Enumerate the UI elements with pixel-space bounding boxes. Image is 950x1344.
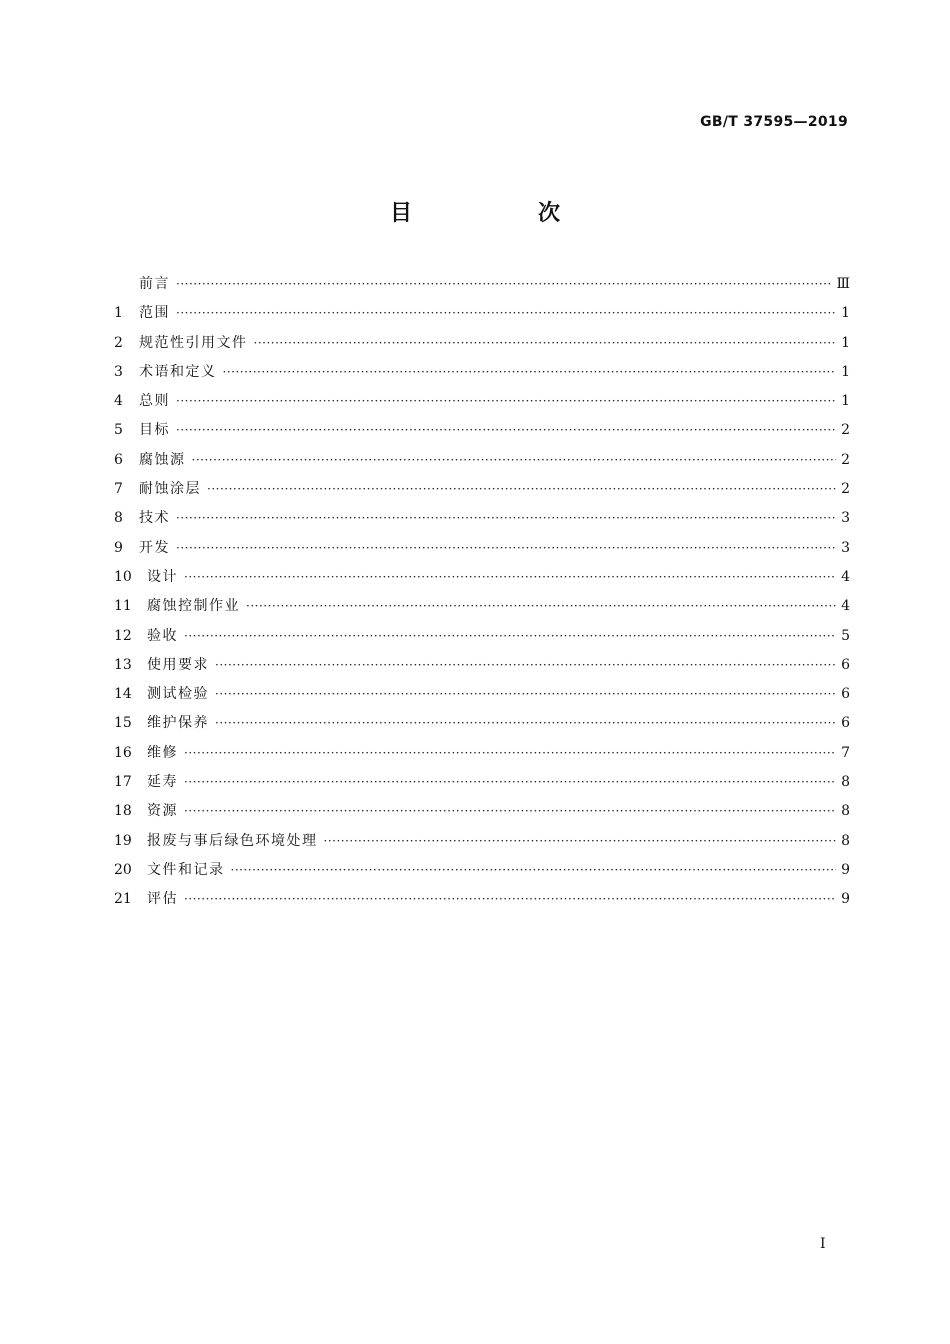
- toc-entry-label: 开发: [139, 539, 170, 556]
- toc-entry-label: 总则: [139, 393, 170, 410]
- toc-entry-number: 1: [114, 305, 123, 322]
- toc-entry-label: 技术: [139, 510, 170, 527]
- toc-entry-5[interactable]: [114, 419, 850, 448]
- toc-entry-9[interactable]: [114, 537, 850, 566]
- standard-number: GB/T 37595—2019: [700, 114, 848, 130]
- toc-entry-page: 2: [841, 422, 850, 439]
- toc-entry-page: 6: [841, 715, 850, 732]
- toc-dot-leader: [246, 595, 836, 617]
- toc-dot-leader: [324, 830, 837, 852]
- toc-entry-number: 13: [114, 656, 132, 673]
- toc-entry-page: 1: [841, 305, 850, 322]
- toc-entry-number: 3: [114, 363, 123, 380]
- toc-entry-number: 15: [114, 715, 132, 732]
- toc-entry-11[interactable]: [114, 595, 850, 624]
- toc-entry-1[interactable]: [114, 302, 850, 331]
- toc-entry-14[interactable]: [114, 683, 850, 712]
- toc-entry-number: 19: [114, 832, 132, 849]
- toc-entry-page: 8: [841, 832, 850, 849]
- toc-entry-18[interactable]: [114, 800, 850, 829]
- toc-entry-page: 2: [841, 451, 850, 468]
- toc-entry-19[interactable]: [114, 830, 850, 859]
- toc-entry-number: 7: [114, 481, 123, 498]
- toc-dot-leader: [184, 800, 836, 822]
- toc-entry-page: 5: [841, 627, 850, 644]
- toc-dot-leader: [184, 771, 836, 793]
- toc-entry-16[interactable]: [114, 742, 850, 771]
- toc-entry-label: 测试检验: [147, 686, 209, 703]
- toc-entry-number: 12: [114, 627, 132, 644]
- toc-title: 目 次: [389, 201, 612, 226]
- toc-entry-number: 6: [114, 451, 123, 468]
- toc-dot-leader: [184, 888, 836, 910]
- toc-entry-13[interactable]: [114, 654, 850, 683]
- toc-entry-label: 设计: [147, 568, 178, 585]
- toc-entry-label: 腐蚀源: [139, 451, 186, 468]
- toc-dot-leader: [176, 507, 836, 529]
- toc-entry-label: 规范性引用文件: [139, 334, 248, 351]
- toc-entry-page: Ⅲ: [836, 276, 850, 292]
- toc-entry-page: 1: [841, 334, 850, 351]
- toc-entry-label: 维修: [147, 744, 178, 761]
- toc-dot-leader: [176, 419, 836, 441]
- toc-entry-label: 验收: [147, 627, 178, 644]
- toc-entry-page: 3: [841, 510, 850, 527]
- page-number: Ⅰ: [820, 1236, 826, 1252]
- toc-entry-label: 腐蚀控制作业: [147, 598, 240, 615]
- toc-entry-page: 3: [841, 539, 850, 556]
- toc-dot-leader: [184, 625, 836, 647]
- toc-dot-leader: [176, 302, 836, 324]
- toc-dot-leader: [215, 654, 836, 676]
- toc-entry-page: 6: [841, 686, 850, 703]
- toc-entry-number: 20: [114, 861, 132, 878]
- toc-dot-leader: [231, 859, 837, 881]
- toc-entry-number: 2: [114, 334, 123, 351]
- toc-dot-leader: [207, 478, 836, 500]
- toc-dot-leader: [215, 683, 836, 705]
- toc-entry-number: 8: [114, 510, 123, 527]
- toc-entry-label: 报废与事后绿色环境处理: [147, 832, 318, 849]
- toc-entry-number: 18: [114, 803, 132, 820]
- toc-entry-page: 9: [841, 891, 850, 908]
- toc-entry-number: 4: [114, 393, 123, 410]
- toc-entry-17[interactable]: [114, 771, 850, 800]
- toc-dot-leader: [176, 390, 836, 412]
- toc-entry-page: 7: [841, 744, 850, 761]
- toc-entry-page: 1: [841, 363, 850, 380]
- toc-entry-label: 耐蚀涂层: [139, 481, 201, 498]
- toc-entry-12[interactable]: [114, 625, 850, 654]
- toc-dot-leader: [254, 332, 837, 354]
- toc-entry-label: 使用要求: [147, 656, 209, 673]
- toc-entry-7[interactable]: [114, 478, 850, 507]
- toc-entry-label: 评估: [147, 891, 178, 908]
- toc-entry-number: 10: [114, 568, 132, 585]
- toc-entry-label: 资源: [147, 803, 178, 820]
- toc-entry-page: 8: [841, 774, 850, 791]
- toc-entry-number: 17: [114, 774, 132, 791]
- toc-entry-10[interactable]: [114, 566, 850, 595]
- toc-dot-leader: [184, 742, 836, 764]
- toc-entry-4[interactable]: [114, 390, 850, 419]
- toc-entry-label: 维护保养: [147, 715, 209, 732]
- toc-entry-number: 14: [114, 686, 132, 703]
- toc-entry-preface[interactable]: [114, 273, 850, 302]
- toc-entry-page: 6: [841, 656, 850, 673]
- toc-dot-leader: [215, 712, 836, 734]
- toc-entry-page: 2: [841, 481, 850, 498]
- toc-entry-number: 11: [114, 598, 132, 615]
- toc-entry-page: 8: [841, 803, 850, 820]
- toc-entry-number: 21: [114, 891, 132, 908]
- toc-entry-label: 前言: [139, 276, 170, 292]
- toc-dot-leader: [192, 449, 837, 471]
- toc-entry-20[interactable]: [114, 859, 850, 888]
- toc-entry-page: 9: [841, 861, 850, 878]
- toc-dot-leader: [184, 566, 836, 588]
- toc-dot-leader: [223, 361, 837, 383]
- toc-entry-number: 5: [114, 422, 123, 439]
- toc-dot-leader: [176, 273, 832, 295]
- toc-entry-label: 术语和定义: [139, 363, 217, 380]
- toc-entry-3[interactable]: [114, 361, 850, 390]
- toc-entry-number: 16: [114, 744, 132, 761]
- toc-entry-page: 4: [841, 568, 850, 585]
- toc-entry-6[interactable]: [114, 449, 850, 478]
- toc-entry-number: 9: [114, 539, 123, 556]
- toc-entry-label: 目标: [139, 422, 170, 439]
- toc-dot-leader: [176, 537, 836, 559]
- toc-entry-page: 1: [841, 393, 850, 410]
- toc-entry-2[interactable]: [114, 332, 850, 361]
- toc-entry-page: 4: [841, 598, 850, 615]
- toc-entry-label: 范围: [139, 305, 170, 322]
- toc-entry-label: 延寿: [147, 774, 178, 791]
- toc-entry-8[interactable]: [114, 507, 850, 536]
- table-of-contents: [114, 273, 850, 918]
- toc-entry-21[interactable]: [114, 888, 850, 917]
- toc-entry-15[interactable]: [114, 712, 850, 741]
- toc-entry-label: 文件和记录: [147, 861, 225, 878]
